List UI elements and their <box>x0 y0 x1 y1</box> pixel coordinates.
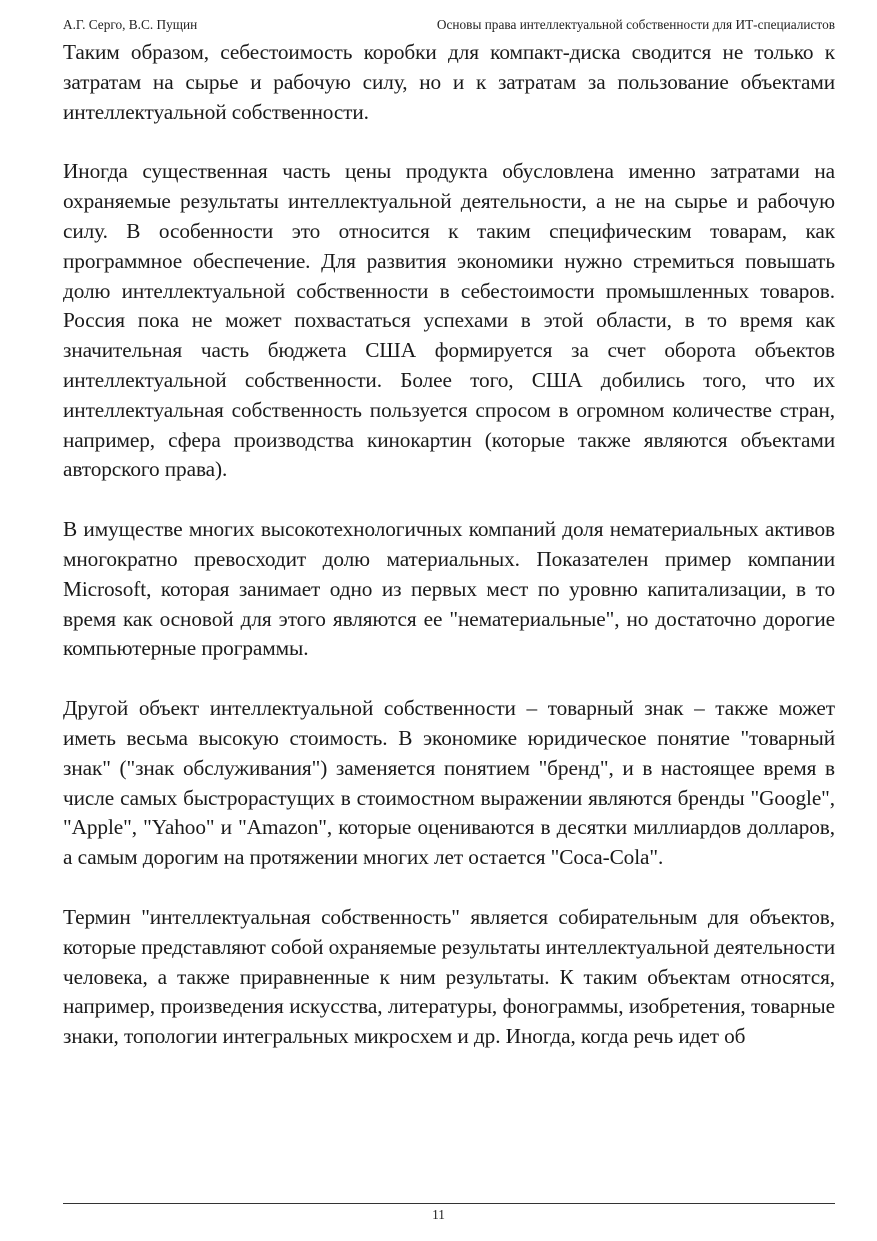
paragraph-trademark-value: Другой объект интеллектуальной собственности – товарный знак – также может иметь весьма высокую стоимость. В экономике юридическое понятие "товарный знак" ("знак обслуживания") заменяется понятием "бренд", и в настоящее время в числе самых быстрорастущих в стоимостном выражении являются бренды "Google", "Apple", "Yahoo" и "Amazon", которые оцениваются в десятки миллиардов долларов, а самым дорогим на протяжении многих лет остается "Coca-Cola". <box>63 696 835 870</box>
header-book-title: Основы права интеллектуальной собственности для ИТ-специалистов <box>436 17 835 32</box>
header-authors: А.Г. Серго, В.С. Пущин <box>63 17 198 32</box>
paragraph-cost-of-cd-box: Таким образом, себестоимость коробки для компакт-диска сводится не только к затратам на сырье и рабочую силу, но и к затратам за пользование объектами интеллектуальной собственности. <box>63 40 835 124</box>
paragraph-intangible-assets: В имуществе многих высокотехнологичных компаний доля нематериальных активов многократно превосходит долю материальных. Показателен пример компании Microsoft, которая занимает одно из первых мест по уровню капитализации, в то время как основой для этого являются ее "нематериальные", но достаточно дорогие компьютерные программы. <box>63 517 835 661</box>
page-body <box>63 38 835 1052</box>
page-number: 11 <box>432 1207 445 1222</box>
paragraph-ip-share-in-price: Иногда существенная часть цены продукта обусловлена именно затратами на охраняемые результаты интеллектуальной деятельности, а не на сырье и рабочую силу. В особенности это относится к таким специфическим товарам, как программное обеспечение. Для развития экономики нужно стремиться повышать долю интеллектуальной собственности в себестоимости промышленных товаров. Россия пока не может похвастаться успехами в этой области, в то время как значительная часть бюджета США формируется за счет оборота объектов интеллектуальной собственности. Более того, США добились того, что их интеллектуальная собственность пользуется спросом в огромном количестве стран, например, сфера производства кинокартин (которые также являются объектами авторского права). <box>63 159 835 482</box>
paragraph-ip-term-definition: Термин "интеллектуальная собственность" является собирательным для объектов, которые представляют собой охраняемые результаты интеллектуальной деятельности человека, а также приравненные к ним результаты. К таким объектам относятся, например, произведения искусства, литературы, фонограммы, изобретения, товарные знаки, топологии интегральных микросхем и др. Иногда, когда речь идет об <box>63 904 835 1049</box>
footer-divider <box>63 1203 835 1204</box>
running-header <box>63 16 835 34</box>
